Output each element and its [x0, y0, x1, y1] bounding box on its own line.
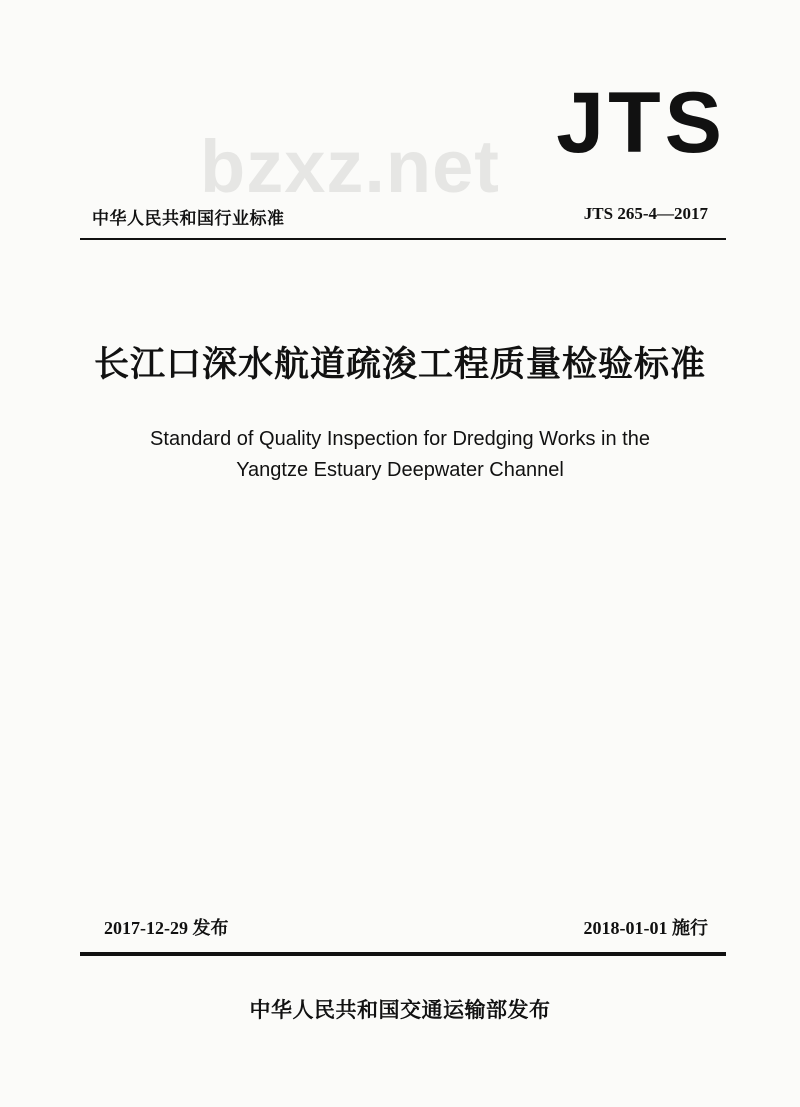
top-divider [80, 238, 726, 240]
watermark: bzxz.net [200, 125, 500, 208]
effective-date: 2018-01-01 施行 [583, 918, 708, 938]
title-chinese: 长江口深水航道疏浚工程质量检验标准 [93, 345, 706, 385]
standard-category: 中华人民共和国行业标准 [92, 209, 285, 229]
bottom-divider [80, 952, 726, 956]
publisher: 中华人民共和国交通运输部发布 [249, 998, 551, 1022]
title-english-line-1: Standard of Quality Inspection for Dredging Works in the [150, 428, 650, 450]
issue-date: 2017-12-29 发布 [104, 918, 229, 938]
title-english-line-2: Yangtze Estuary Deepwater Channel [236, 459, 564, 481]
title-english [0, 424, 800, 486]
jts-logo: JTS [556, 75, 726, 171]
standard-number: JTS 265-4—2017 [583, 204, 708, 223]
